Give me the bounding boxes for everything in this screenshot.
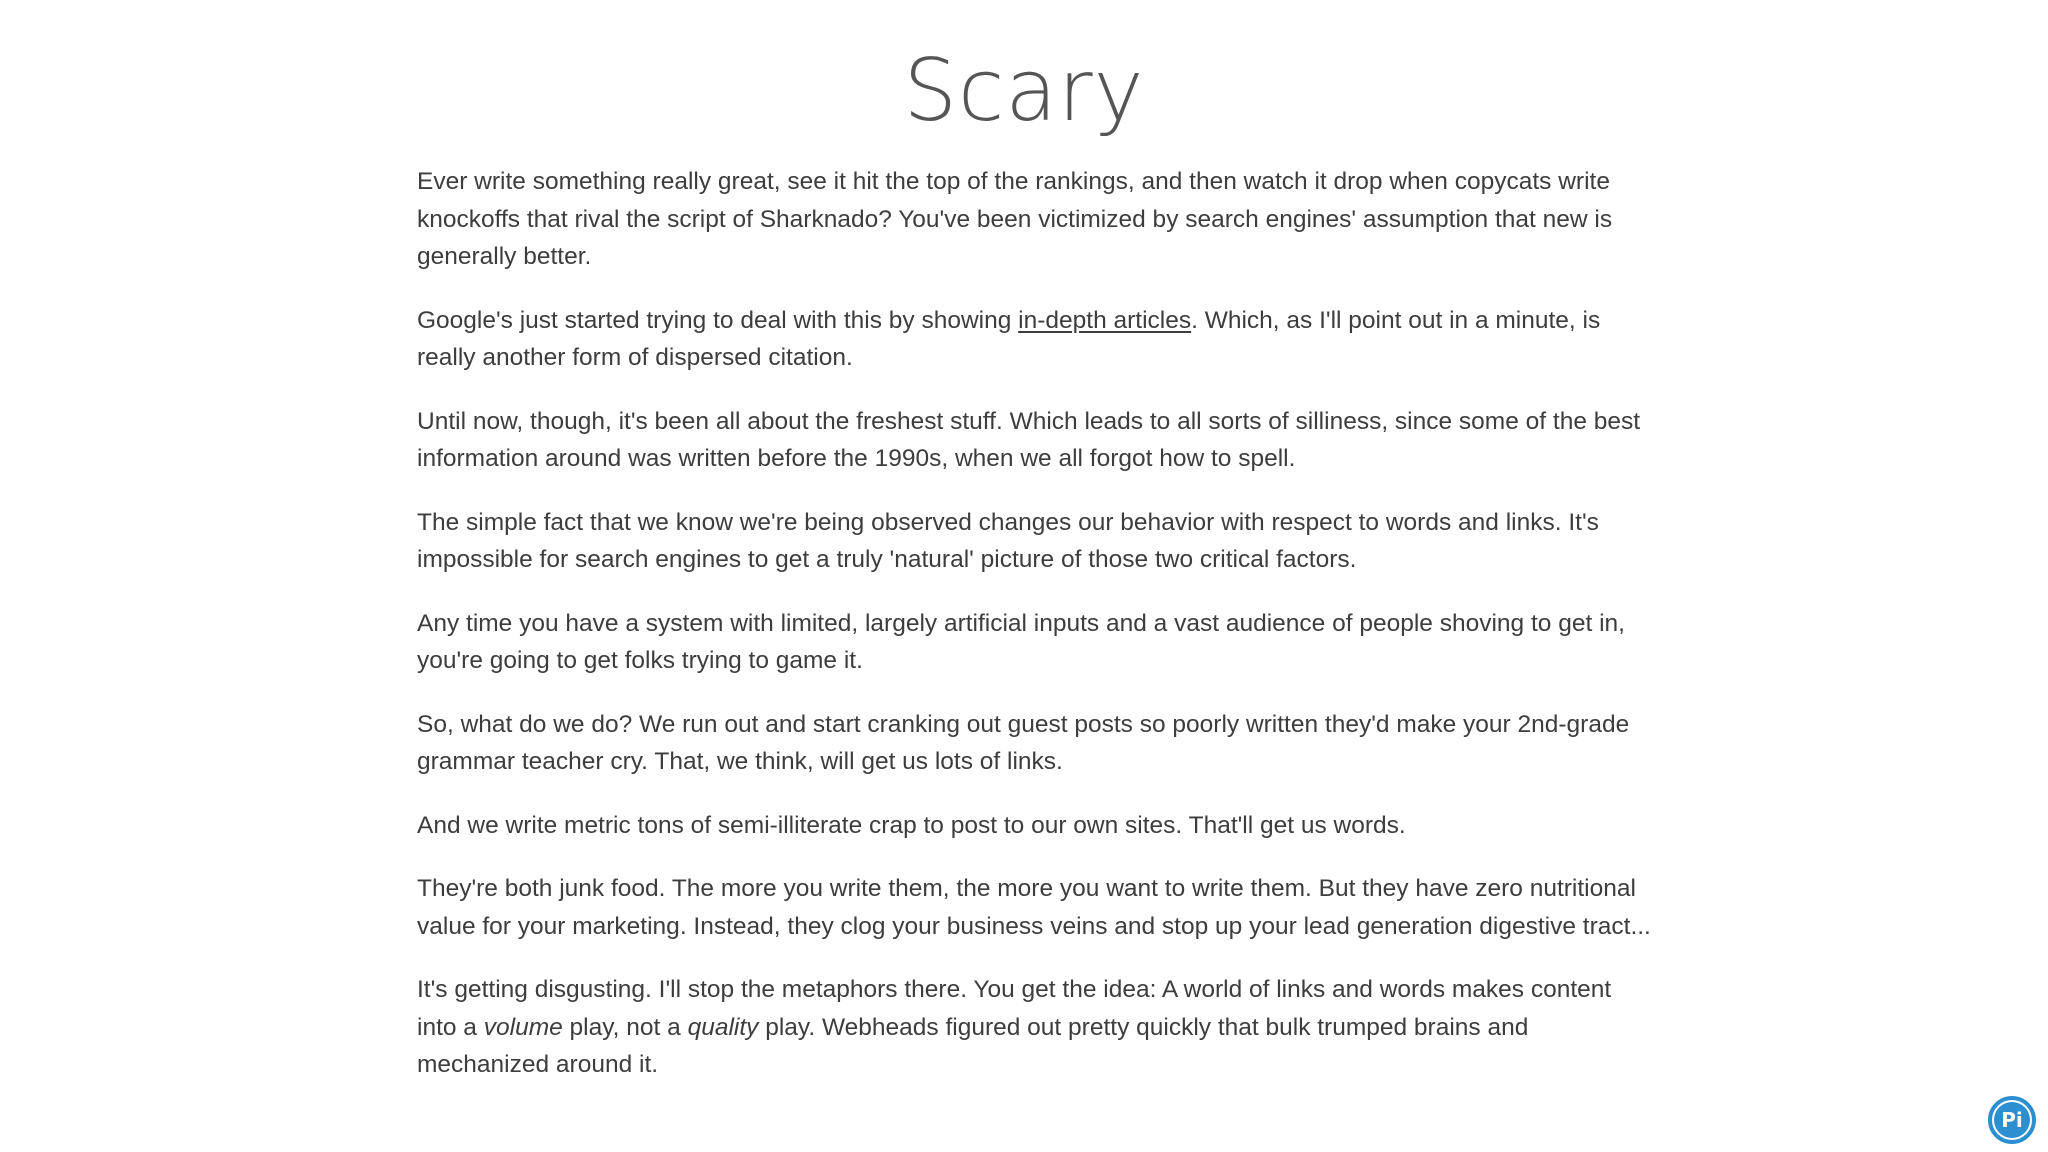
paragraph-text: play. Webheads figured out pretty quickly that bulk trumped brains and mechanized around it. [417, 1013, 1529, 1078]
paragraph: Until now, though, it's been all about the freshest stuff. Which leads to all sorts of silliness, since some of the best information around was written before the 1990s, when we all forgot how to spell. [417, 407, 1641, 472]
paragraph [417, 971, 1657, 1084]
paragraph: Any time you have a system with limited, largely artificial inputs and a vast audience of people shoving to get in, you're going to get folks trying to game it. [417, 609, 1625, 674]
paragraph-text: Google's just started trying to deal with this by showing [417, 306, 1019, 334]
in-depth-articles-link[interactable]: in-depth articles [1018, 306, 1192, 334]
paragraph-text: . Which, as I'll point out in a minute, is really another form of dispersed citation. [417, 306, 1601, 371]
paragraph [417, 302, 1657, 377]
emphasis-quality: quality [687, 1013, 759, 1041]
paragraph: Ever write something really great, see it hit the top of the rankings, and then watch it drop when copycats write knockoffs that rival the script of Sharknado? You've been victimized by search engines' assumption that new is generally better. [417, 168, 1613, 270]
slide-title: Scary [903, 41, 1145, 141]
emphasis-volume: volume [483, 1013, 563, 1041]
paragraph: And we write metric tons of semi-illiterate crap to post to our own sites. That'll get us words. [417, 811, 1406, 839]
paragraph-text: It's getting disgusting. I'll stop the metaphors there. You get the idea: A world of links and words makes content into a [417, 976, 1612, 1041]
paragraph: So, what do we do? We run out and start cranking out guest posts so poorly written they'd make your 2nd-grade grammar teacher cry. That, we think, will get us lots of links. [417, 710, 1630, 775]
paragraph: The simple fact that we know we're being observed changes our behavior with respect to words and links. It's impossible for search engines to get a truly 'natural' picture of those two critical factors. [417, 508, 1599, 573]
paragraph-text: play, not a [562, 1013, 688, 1041]
article-body [417, 163, 1657, 1110]
pi-logo-icon [1988, 1096, 2036, 1144]
paragraph: They're both junk food. The more you write them, the more you want to write them. But they have zero nutritional value for your marketing. Instead, they clog your business veins and stop up your lead generation digestive tract... [417, 875, 1651, 940]
pi-logo-label: Pi [1994, 1102, 2030, 1138]
